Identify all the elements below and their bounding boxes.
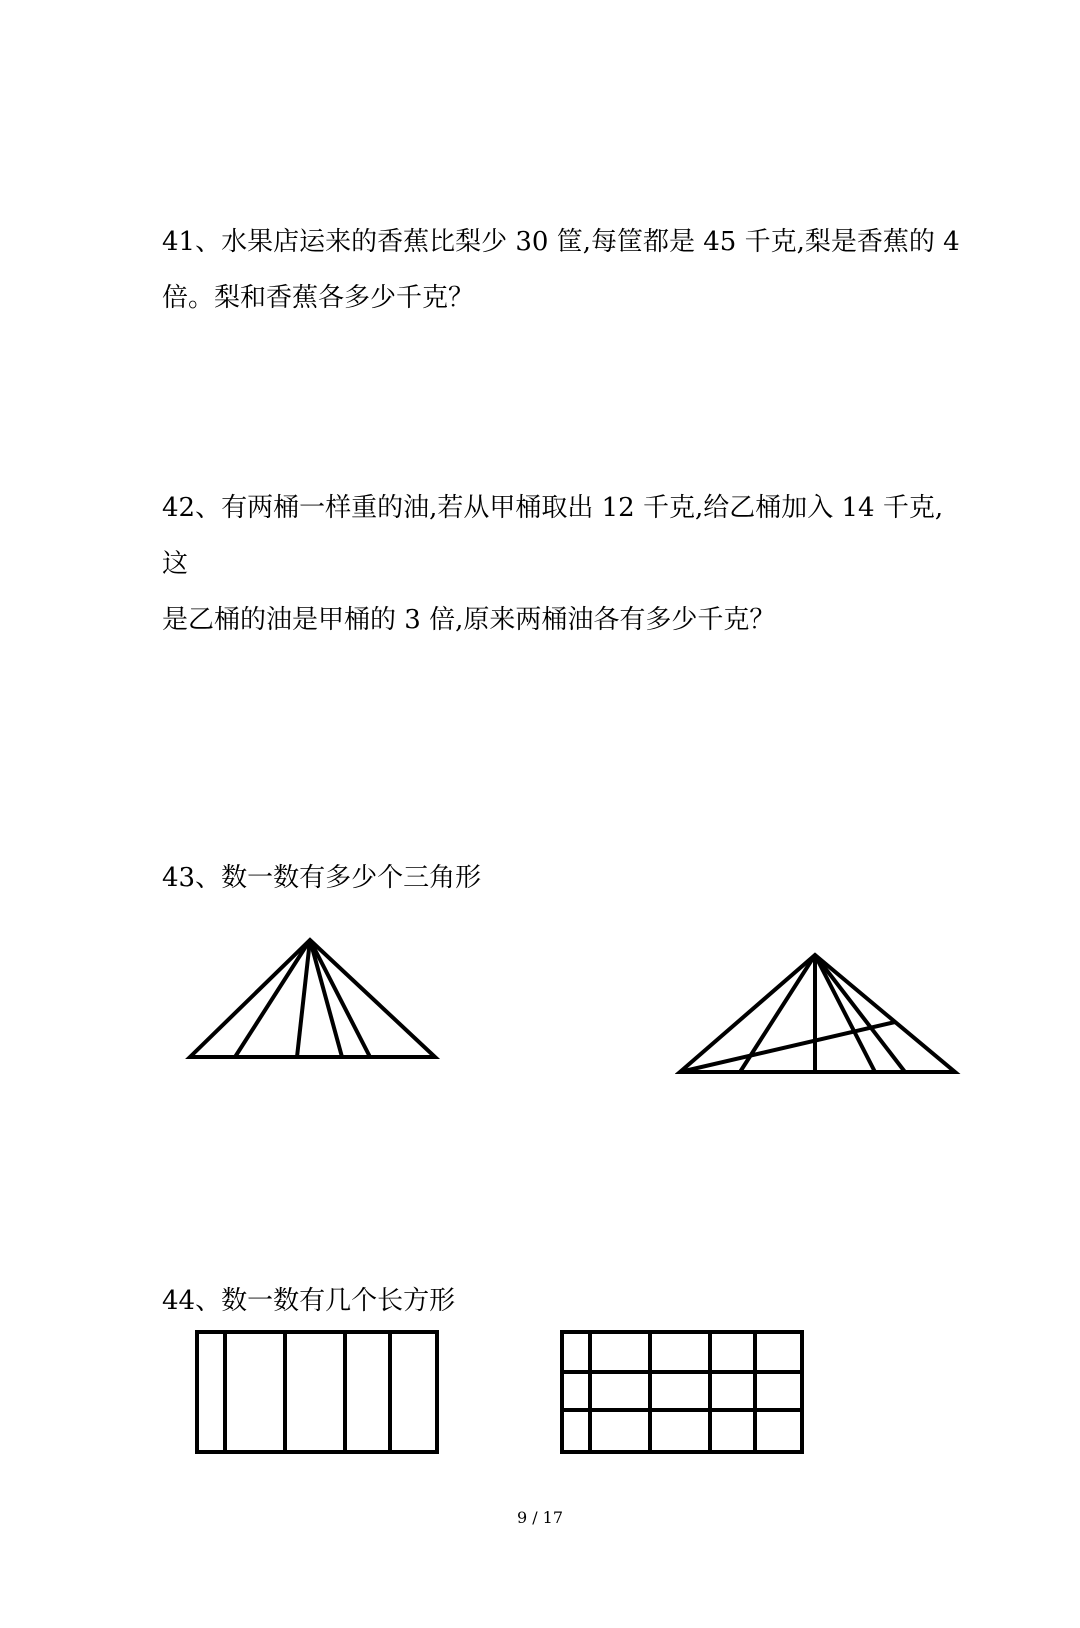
question-42 bbox=[162, 480, 962, 648]
page-number: 9 / 17 bbox=[516, 1508, 564, 1527]
question-44-line-1: 44、数一数有几个长方形 bbox=[162, 1286, 456, 1316]
question-41 bbox=[162, 214, 962, 326]
question-43-line-1: 43、数一数有多少个三角形 bbox=[162, 863, 482, 893]
question-41-line-2: 倍。梨和香蕉各多少千克？ bbox=[162, 283, 475, 313]
question-44 bbox=[162, 1273, 962, 1329]
question-41-line-1: 41、水果店运来的香蕉比梨少 30 筐,每筐都是 45 千克,梨是香蕉的 4 bbox=[162, 227, 960, 257]
rectangle-figure-2 bbox=[560, 1330, 810, 1460]
rectangle-figure-1 bbox=[195, 1330, 445, 1460]
question-42-line-1: 42、有两桶一样重的油,若从甲桶取出 12 千克,给乙桶加入 14 千克,这 bbox=[162, 493, 944, 579]
triangle-figure-1 bbox=[185, 935, 445, 1065]
question-42-line-2: 是乙桶的油是甲桶的 3 倍,原来两桶油各有多少千克？ bbox=[162, 605, 776, 635]
triangle-figure-2 bbox=[675, 950, 965, 1080]
question-43 bbox=[162, 850, 962, 906]
